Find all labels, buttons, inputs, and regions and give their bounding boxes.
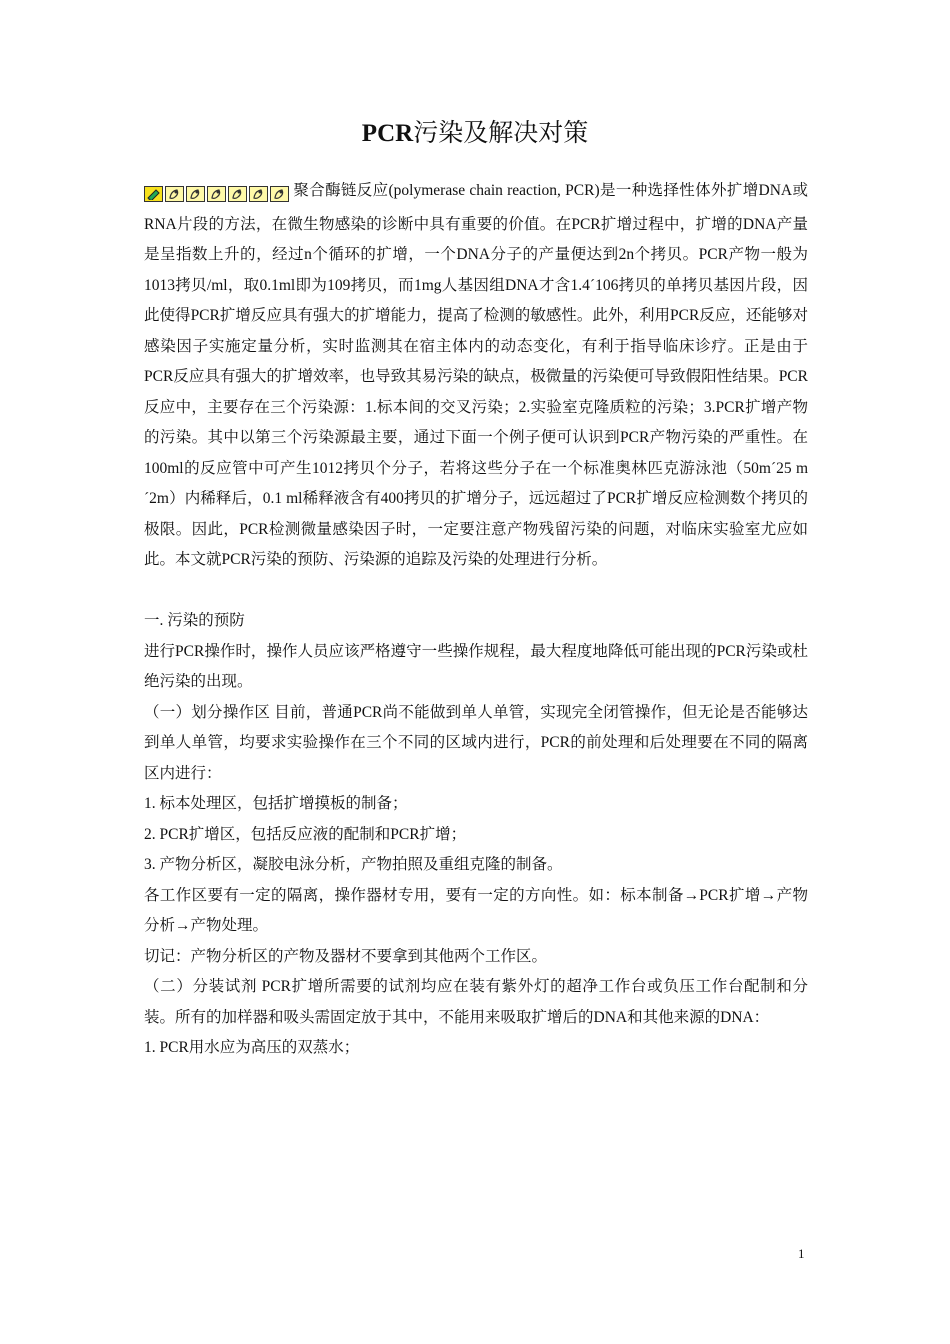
flower-icon	[165, 186, 184, 202]
title-bold: PCR	[361, 120, 414, 147]
flower-icon	[228, 186, 247, 202]
subsection2-text: （二）分装试剂 PCR扩增所需要的试剂均应在装有紫外灯的超净工作台或负压工作台配制和分装。所有的加样器和吸头需固定放于其中，不能用来吸取扩增后的DNA和其他来源的DNA：	[144, 978, 808, 1026]
pencil-note-icon	[144, 186, 163, 202]
document-body	[144, 176, 808, 1064]
subsection1-warning: 切记：产物分析区的产物及器材不要拿到其他两个工作区。	[144, 947, 548, 965]
flower-icon	[186, 186, 205, 202]
flower-icon	[207, 186, 226, 202]
list-item: 1. 标本处理区，包括扩增摸板的制备；	[144, 795, 408, 812]
intro-paragraph	[144, 176, 808, 576]
subsection2-item: 1. PCR用水应为高压的双蒸水；	[144, 1039, 360, 1056]
page-number: 1	[798, 1246, 805, 1261]
section1-heading: 一. 污染的预防	[144, 612, 245, 629]
flower-icon	[249, 186, 268, 202]
intro-text: 聚合酶链反应(polymerase chain reaction, PCR)是一种选择性体外扩增DNA或RNA片段的方法，在微生物感染的诊断中具有重要的价值。在PCR扩增过程中，扩增的DNA产量是呈指数上升的，经过n个循环的扩增，一个DNA分子的产量便达到2n个拷贝。PCR产物一般为1013拷贝/ml，取0.1ml即为109拷贝，而1mg人基因组DNA才含1.4´106拷贝的单拷贝基因片段，因此使得PCR扩增反应具有强大的扩增能力，提高了检测的敏感性。此外，利用PCR反应，还能够对感染因子实施定量分析，实时监测其在宿主体内的动态变化，有利于指导临床诊疗。正是由于PCR反应具有强大的扩增效率，也导致其易污染的缺点，极微量的污染便可导致假阳性结果。PCR反应中，主要存在三个污染源：1.标本间的交叉污染；2.实验室克隆质粒的污染；3.PCR扩增产物的污染。其中以第三个污染源最主要，通过下面一个例子便可认识到PCR产物污染的严重性。在100ml的反应管中可产生1012拷贝个分子，若将这些分子在一个标准奥林匹克游泳池（50m´25 m ´2m）内稀释后，0.1 ml稀释液含有400拷贝的扩增分子，远远超过了PCR扩增反应检测数个拷贝的极限。因此，PCR检测微量感染因子时，一定要注意产物残留污染的问题，对临床实验室尤应如此。本文就PCR污染的预防、污染源的追踪及污染的处理进行分析。	[144, 182, 808, 568]
list-item: 3. 产物分析区，凝胶电泳分析，产物拍照及重组克隆的制备。	[144, 856, 563, 873]
subsection1-text: （一）划分操作区 目前，普通PCR尚不能做到单人单管，实现完全闭管操作，但无论是否能够达到单人单管，均要求实验操作在三个不同的区域内进行，PCR的前处理和后处理要在不同的隔离区内进行：	[144, 703, 808, 782]
title-rest: 污染及解决对策	[413, 120, 589, 147]
subsection1-note: 各工作区要有一定的隔离，操作器材专用，要有一定的方向性。如：标本制备→PCR扩增→产物分析→产物处理。	[144, 886, 808, 934]
flower-icon	[270, 186, 289, 202]
section1-intro: 进行PCR操作时，操作人员应该严格遵守一些操作规程，最大程度地降低可能出现的PCR污染或杜绝污染的出现。	[144, 642, 808, 690]
icon-row	[144, 179, 291, 210]
spacer	[144, 576, 808, 607]
list-item: 2. PCR扩增区，包括反应液的配制和PCR扩增；	[144, 825, 467, 843]
page-title	[0, 118, 950, 150]
